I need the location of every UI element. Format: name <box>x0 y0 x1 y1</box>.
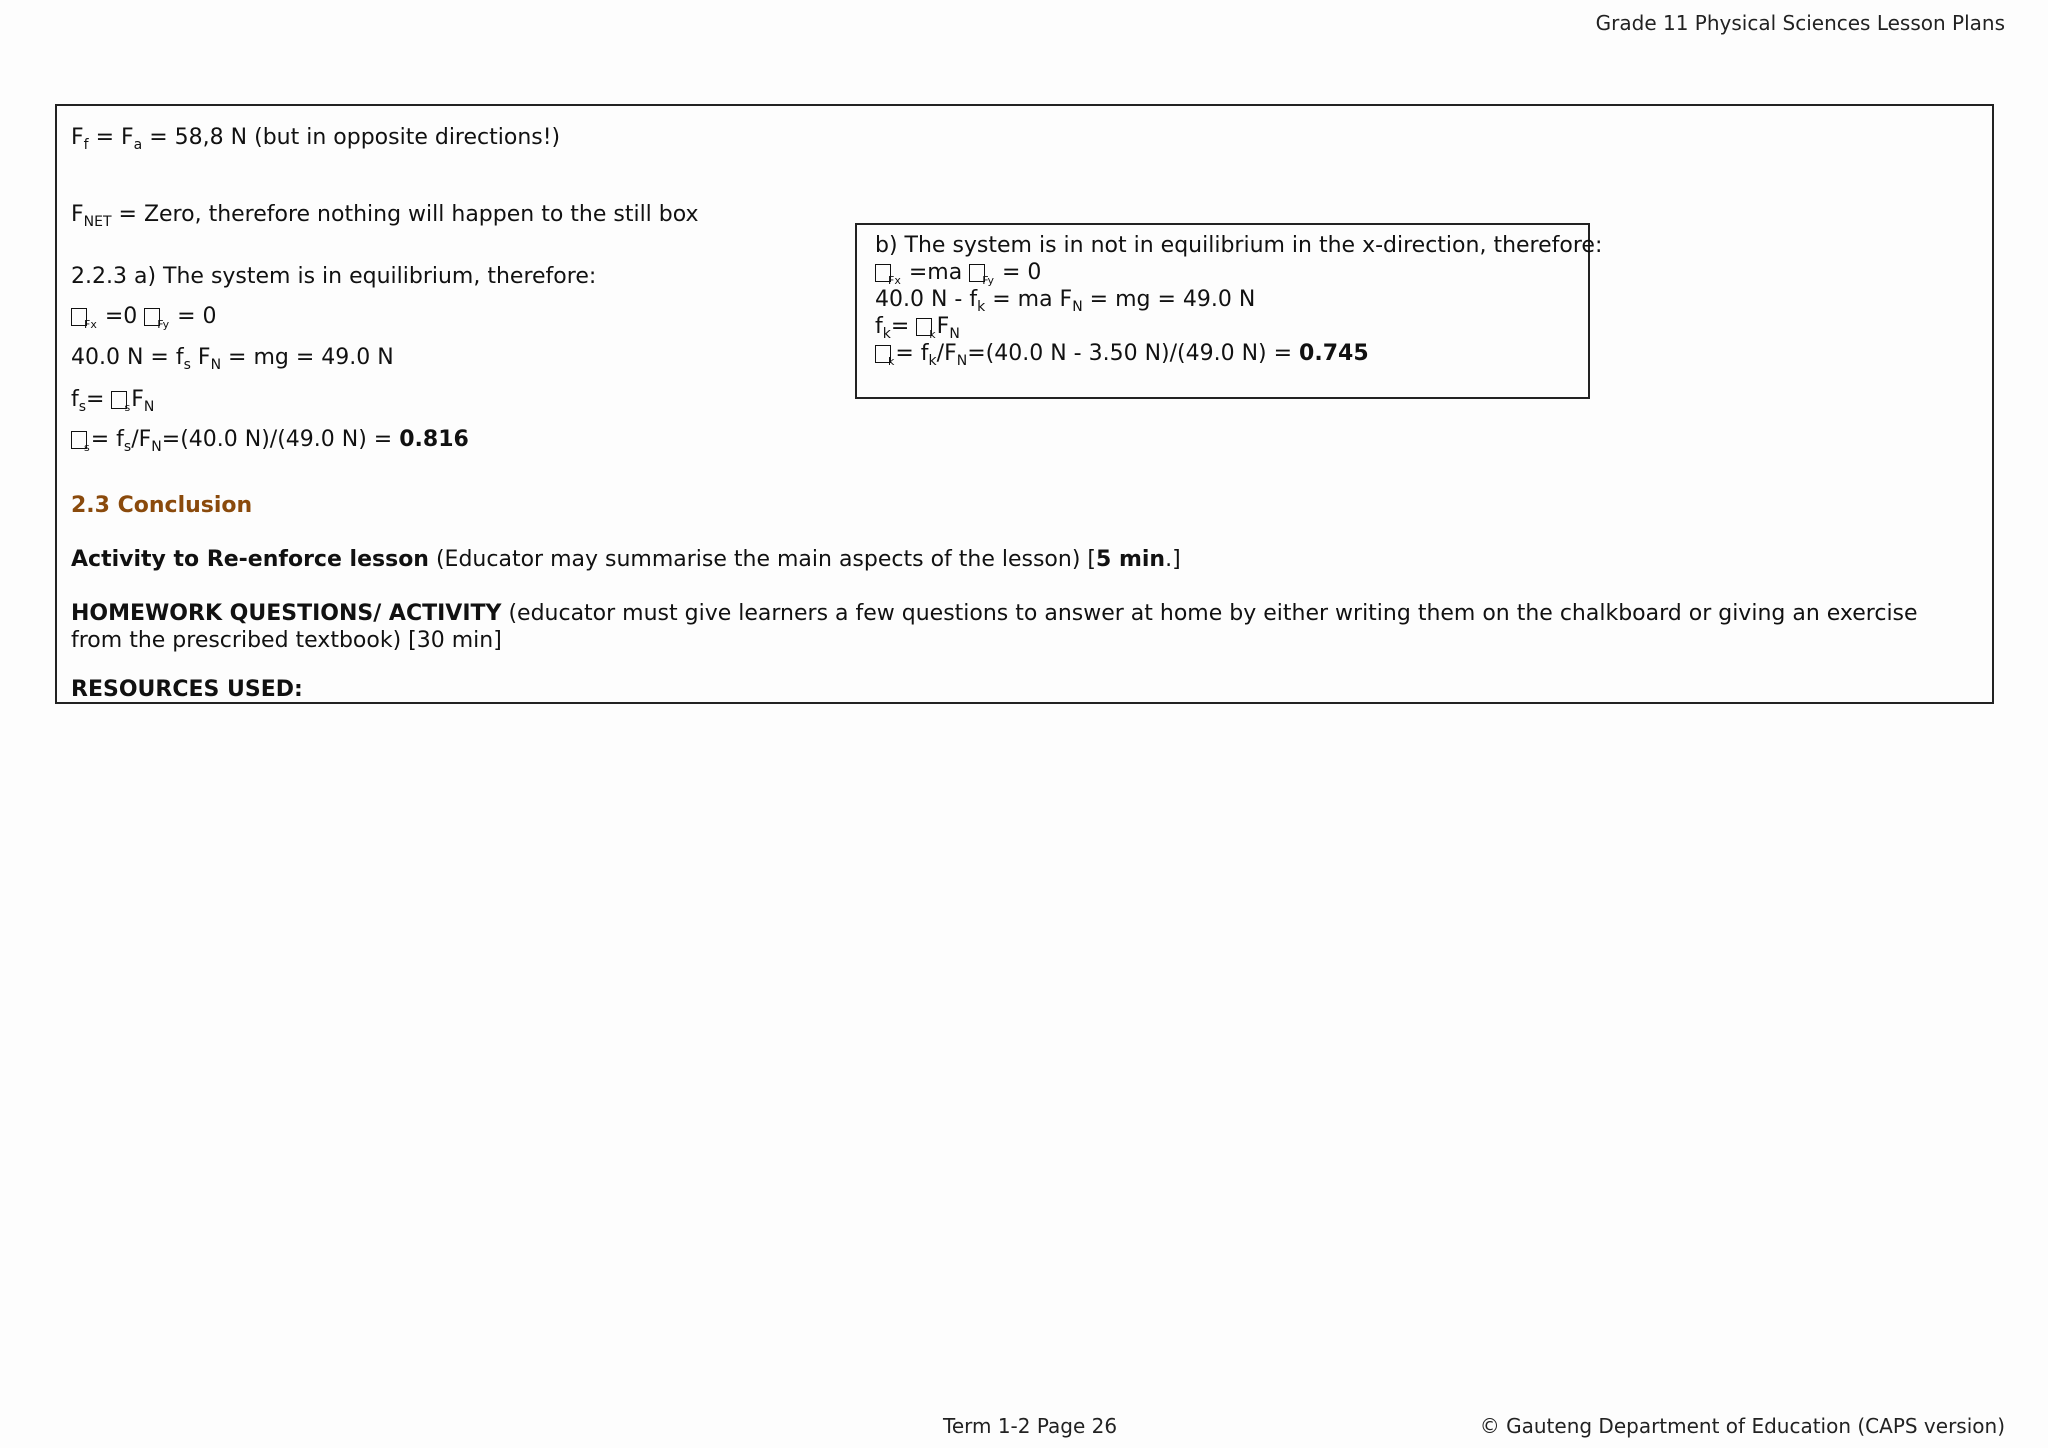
kinetic-coefficient-result: 0.745 <box>1299 341 1369 366</box>
static-coefficient-result: 0.816 <box>399 427 469 452</box>
lesson-content-box <box>55 104 1994 704</box>
resources-used-label: RESOURCES USED: <box>71 677 303 702</box>
part-b-force-line: 40.0 N - $f_k$ = ma $F_N$ = mg = 49.0 N <box>875 287 1256 315</box>
homework-paragraph: HOMEWORK QUESTIONS/ ACTIVITY (educator must give learners a few questions to answer at home by either writing them on the chalkboard or giving an exercise from the prescribed textbook) [30 min] <box>71 601 1918 653</box>
part-a-intro: 2.2.3 a) The system is in equilibrium, therefore: <box>71 264 597 289</box>
part-a-sum-forces-line: $_{Fx}$ =0 $_{Fy}$ = 0 <box>71 303 217 331</box>
part-b-sum-forces-line: $_{Fx}$ =ma $_{Fy}$ = 0 <box>875 259 1041 286</box>
footer-page-number: Term 1-2 Page 26 <box>943 1414 1118 1438</box>
part-a-static-friction-line: $f_s= _sF_N$ <box>71 387 155 415</box>
page-header-title: Grade 11 Physical Sciences Lesson Plans <box>1595 11 2005 35</box>
friction-applied-force-line: $F_f = F_a = 58,8$ N (but in opposite directions!) <box>71 125 561 153</box>
activity-line: Activity to Re-enforce lesson (Educator may summarise the main aspects of the lesson) [5 min.] <box>71 547 1181 572</box>
part-b-box <box>855 223 1603 399</box>
conclusion-heading: 2.3 Conclusion <box>71 493 253 518</box>
part-b-kinetic-friction-line: $f_k= _kF_N$ <box>875 314 960 342</box>
net-force-line: $F_{NET}$ = Zero, therefore nothing will happen to the still box <box>71 202 699 230</box>
footer-copyright: © Gauteng Department of Education (CAPS version) <box>1479 1414 2005 1438</box>
part-b-coefficient-line: $_k= f_k/F_N=(40.0$ N - 3.50 N)/(49.0 N) = 0.745 <box>875 340 1369 367</box>
part-a-force-line: 40.0 $N = f_s$ $F_N$ = mg = 49.0 N <box>71 345 394 373</box>
part-a-coefficient-line: $_s= f_s/F_N=(40.0$ N)/(49.0 N) = 0.816 <box>71 426 469 454</box>
part-b-intro: b) The system is in not in equilibrium in the x-direction, therefore: <box>875 233 1603 258</box>
